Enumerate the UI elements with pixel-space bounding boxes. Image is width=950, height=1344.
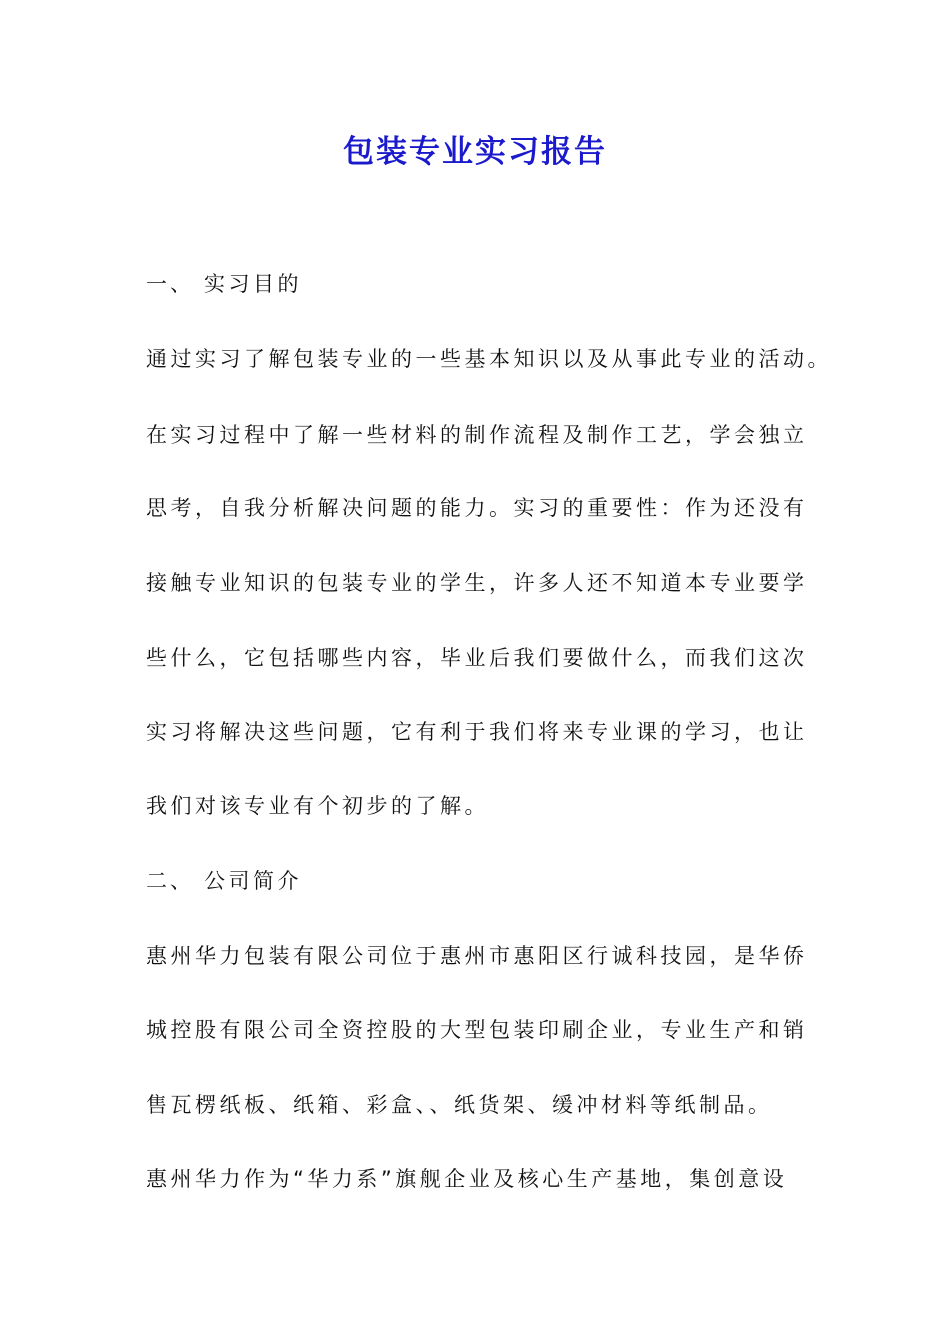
section-heading-company	[146, 865, 826, 897]
paragraph-line: 城控股有限公司全资控股的大型包装印刷企业，专业生产和销	[146, 1018, 808, 1042]
paragraph-line: 惠州华力包装有限公司位于惠州市惠阳区行诚科技园，是华侨	[146, 944, 808, 968]
paragraph-line: 接触专业知识的包装专业的学生，许多人还不知道本专业要学	[146, 571, 808, 595]
paragraph-line: 在实习过程中了解一些材料的制作流程及制作工艺，学会独立	[146, 423, 808, 447]
paragraph-line: 惠州华力作为“华力系”旗舰企业及核心生产基地，集创意设	[146, 1167, 788, 1191]
section-heading-purpose	[146, 268, 826, 300]
section-number: 二、	[146, 869, 194, 893]
paragraph-line: 思考，自我分析解决问题的能力。实习的重要性：作为还没有	[146, 496, 808, 520]
paragraph-line: 售瓦楞纸板、纸箱、彩盒、、纸货架、缓冲材料等纸制品。	[146, 1093, 773, 1117]
paragraph-line: 通过实习了解包装专业的一些基本知识以及从事此专业的活动。	[146, 347, 832, 371]
paragraph-line: 实习将解决这些问题，它有利于我们将来专业课的学习，也让	[146, 720, 808, 744]
paragraph-line: 我们对该专业有个初步的了解。	[146, 794, 489, 818]
section-heading-text: 实习目的	[204, 272, 302, 296]
section-number: 一、	[146, 272, 194, 296]
document-title: 包装专业实习报告	[343, 134, 607, 170]
section-heading-text: 公司简介	[204, 869, 302, 893]
paragraph-line: 些什么，它包括哪些内容，毕业后我们要做什么，而我们这次	[146, 646, 808, 670]
